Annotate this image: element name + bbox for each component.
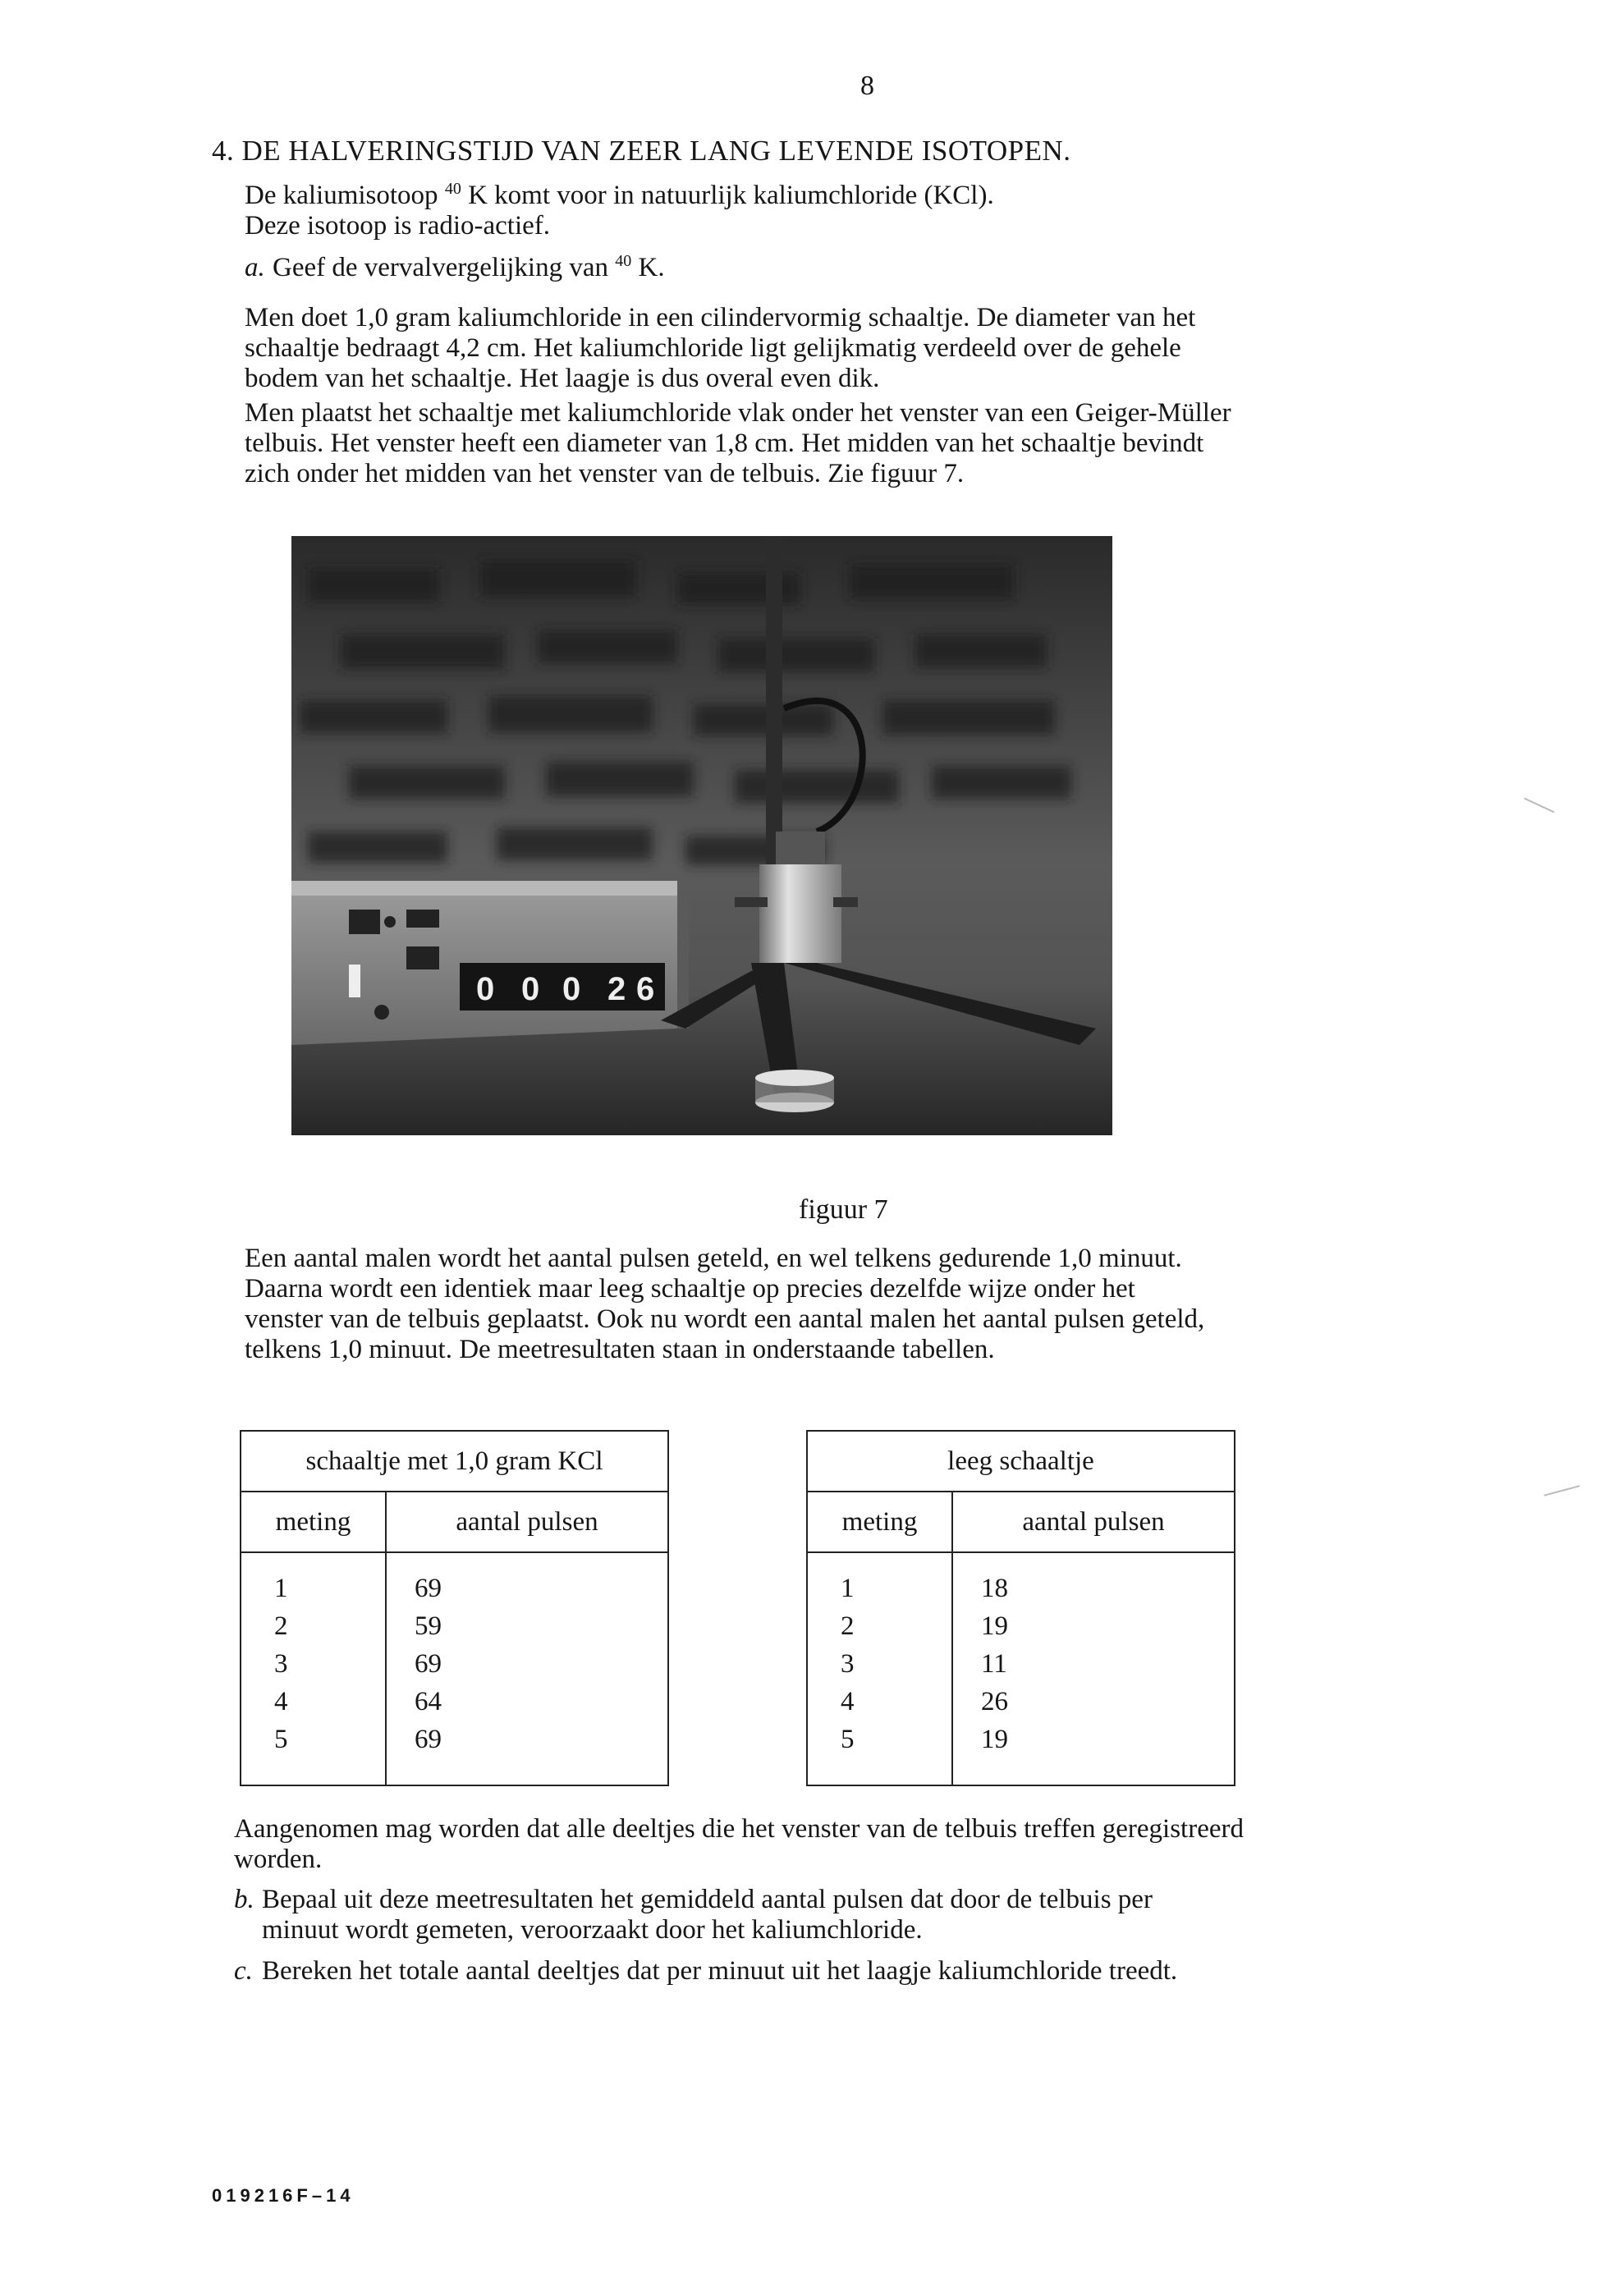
question-letter: a. <box>245 253 265 282</box>
table-cell: 2 <box>274 1611 288 1641</box>
svg-text:6: 6 <box>636 971 655 1007</box>
isotope-superscript: 40 <box>615 252 632 270</box>
paragraph-measurement <box>245 1244 1204 1365</box>
geiger-counter-photo <box>291 536 1112 1135</box>
isotope-superscript: 40 <box>444 180 461 198</box>
text-line: telkens 1,0 minuut. De meetresultaten staan in onderstaande tabellen. <box>245 1335 995 1364</box>
text-line: Aangenomen mag worden dat alle deeltjes die het venster van de telbuis treffen geregistreerd <box>234 1814 1244 1844</box>
question-a <box>245 253 665 283</box>
table-cell: 3 <box>274 1649 288 1679</box>
column-header-pulsen: aantal pulsen <box>952 1492 1235 1552</box>
svg-text:2: 2 <box>607 971 626 1007</box>
text-line: Daarna wordt een identiek maar leeg schaaltje op precies dezelfde wijze onder het <box>245 1274 1135 1304</box>
column-header-meting: meting <box>241 1492 386 1552</box>
table-cell: 4 <box>841 1687 855 1716</box>
table-cell: 19 <box>981 1611 1008 1641</box>
figure-7-photo <box>291 536 1112 1135</box>
column-header-meting: meting <box>807 1492 952 1552</box>
svg-text:0: 0 <box>521 971 540 1007</box>
table-title: leeg schaaltje <box>807 1431 1235 1492</box>
page-number: 8 <box>860 71 874 101</box>
meting-values <box>241 1570 385 1758</box>
intro-line-2: Deze isotoop is radio-actief. <box>245 211 551 241</box>
question-text: K. <box>631 253 665 282</box>
scan-artifact <box>1524 798 1554 813</box>
table-cell: 59 <box>415 1611 442 1641</box>
meting-values <box>808 1570 951 1758</box>
text-line: Men plaatst het schaaltje met kaliumchloride vlak onder het venster van een Geiger-Müller <box>245 398 1231 428</box>
intro-text: K komt voor in natuurlijk kaliumchloride (KCl). <box>461 181 994 210</box>
text-line: venster van de telbuis geplaatst. Ook nu wordt een aantal malen het aantal pulsen geteld, <box>245 1304 1205 1334</box>
scan-artifact <box>1544 1485 1580 1496</box>
question-c <box>234 1956 1177 1987</box>
table-cell: 19 <box>981 1725 1008 1754</box>
question-text: Geef de vervalvergelijking van <box>273 253 616 282</box>
svg-text:0: 0 <box>562 971 581 1007</box>
question-text: Bereken het totale aantal deeltjes dat per minuut uit het laagje kaliumchloride treedt. <box>262 1956 1178 1986</box>
section-heading: 4. DE HALVERINGSTIJD VAN ZEER LANG LEVENDE ISOTOPEN. <box>212 135 1071 167</box>
table-cell: 11 <box>981 1649 1007 1679</box>
text-line: schaaltje bedraagt 4,2 cm. Het kaliumchloride ligt gelijkmatig verdeeld over de gehele <box>245 333 1181 363</box>
table-cell: 64 <box>415 1687 442 1716</box>
question-text: minuut wordt gemeten, veroorzaakt door het kaliumchloride. <box>262 1915 923 1945</box>
question-letter: c. <box>234 1956 253 1986</box>
intro-text: De kaliumisotoop <box>245 181 445 210</box>
table-cell: 69 <box>415 1725 442 1754</box>
paragraph-assumption <box>234 1814 1244 1875</box>
table-cell: 26 <box>981 1687 1008 1716</box>
table-empty-dish <box>806 1430 1235 1786</box>
svg-text:0: 0 <box>476 971 495 1007</box>
pulsen-values <box>387 1570 667 1758</box>
table-cell: 1 <box>274 1574 288 1603</box>
pulsen-values <box>953 1570 1234 1758</box>
table-cell: 5 <box>274 1725 288 1754</box>
table-cell: 1 <box>841 1574 855 1603</box>
question-letter: b. <box>234 1885 254 1914</box>
intro-line-1 <box>245 181 994 211</box>
paragraph-setup <box>245 398 1231 489</box>
table-kcl-dish <box>240 1430 669 1786</box>
table-cell: 69 <box>415 1649 442 1679</box>
text-line: Men doet 1,0 gram kaliumchloride in een cilindervormig schaaltje. De diameter van het <box>245 303 1196 332</box>
text-line: zich onder het midden van het venster van de telbuis. Zie figuur 7. <box>245 459 965 488</box>
text-line: Een aantal malen wordt het aantal pulsen geteld, en wel telkens gedurende 1,0 minuut. <box>245 1244 1182 1273</box>
table-cell: 3 <box>841 1649 855 1679</box>
text-line: worden. <box>234 1845 323 1874</box>
column-header-pulsen: aantal pulsen <box>386 1492 668 1552</box>
table-cell: 69 <box>415 1574 442 1603</box>
table-cell: 5 <box>841 1725 855 1754</box>
table-cell: 18 <box>981 1574 1008 1603</box>
question-b <box>234 1885 1153 1945</box>
document-code: 019216F–14 <box>212 2185 355 2206</box>
table-cell: 4 <box>274 1687 288 1716</box>
intro-paragraph <box>245 181 994 241</box>
figure-caption: figuur 7 <box>799 1194 888 1225</box>
table-title: schaaltje met 1,0 gram KCl <box>241 1431 668 1492</box>
text-line: telbuis. Het venster heeft een diameter van 1,8 cm. Het midden van het schaaltje bevindt <box>245 428 1204 458</box>
table-cell: 2 <box>841 1611 855 1641</box>
paragraph-dish-description <box>245 303 1195 394</box>
text-line: bodem van het schaaltje. Het laagje is dus overal even dik. <box>245 364 880 393</box>
question-text: Bepaal uit deze meetresultaten het gemiddeld aantal pulsen dat door de telbuis per <box>262 1885 1153 1914</box>
